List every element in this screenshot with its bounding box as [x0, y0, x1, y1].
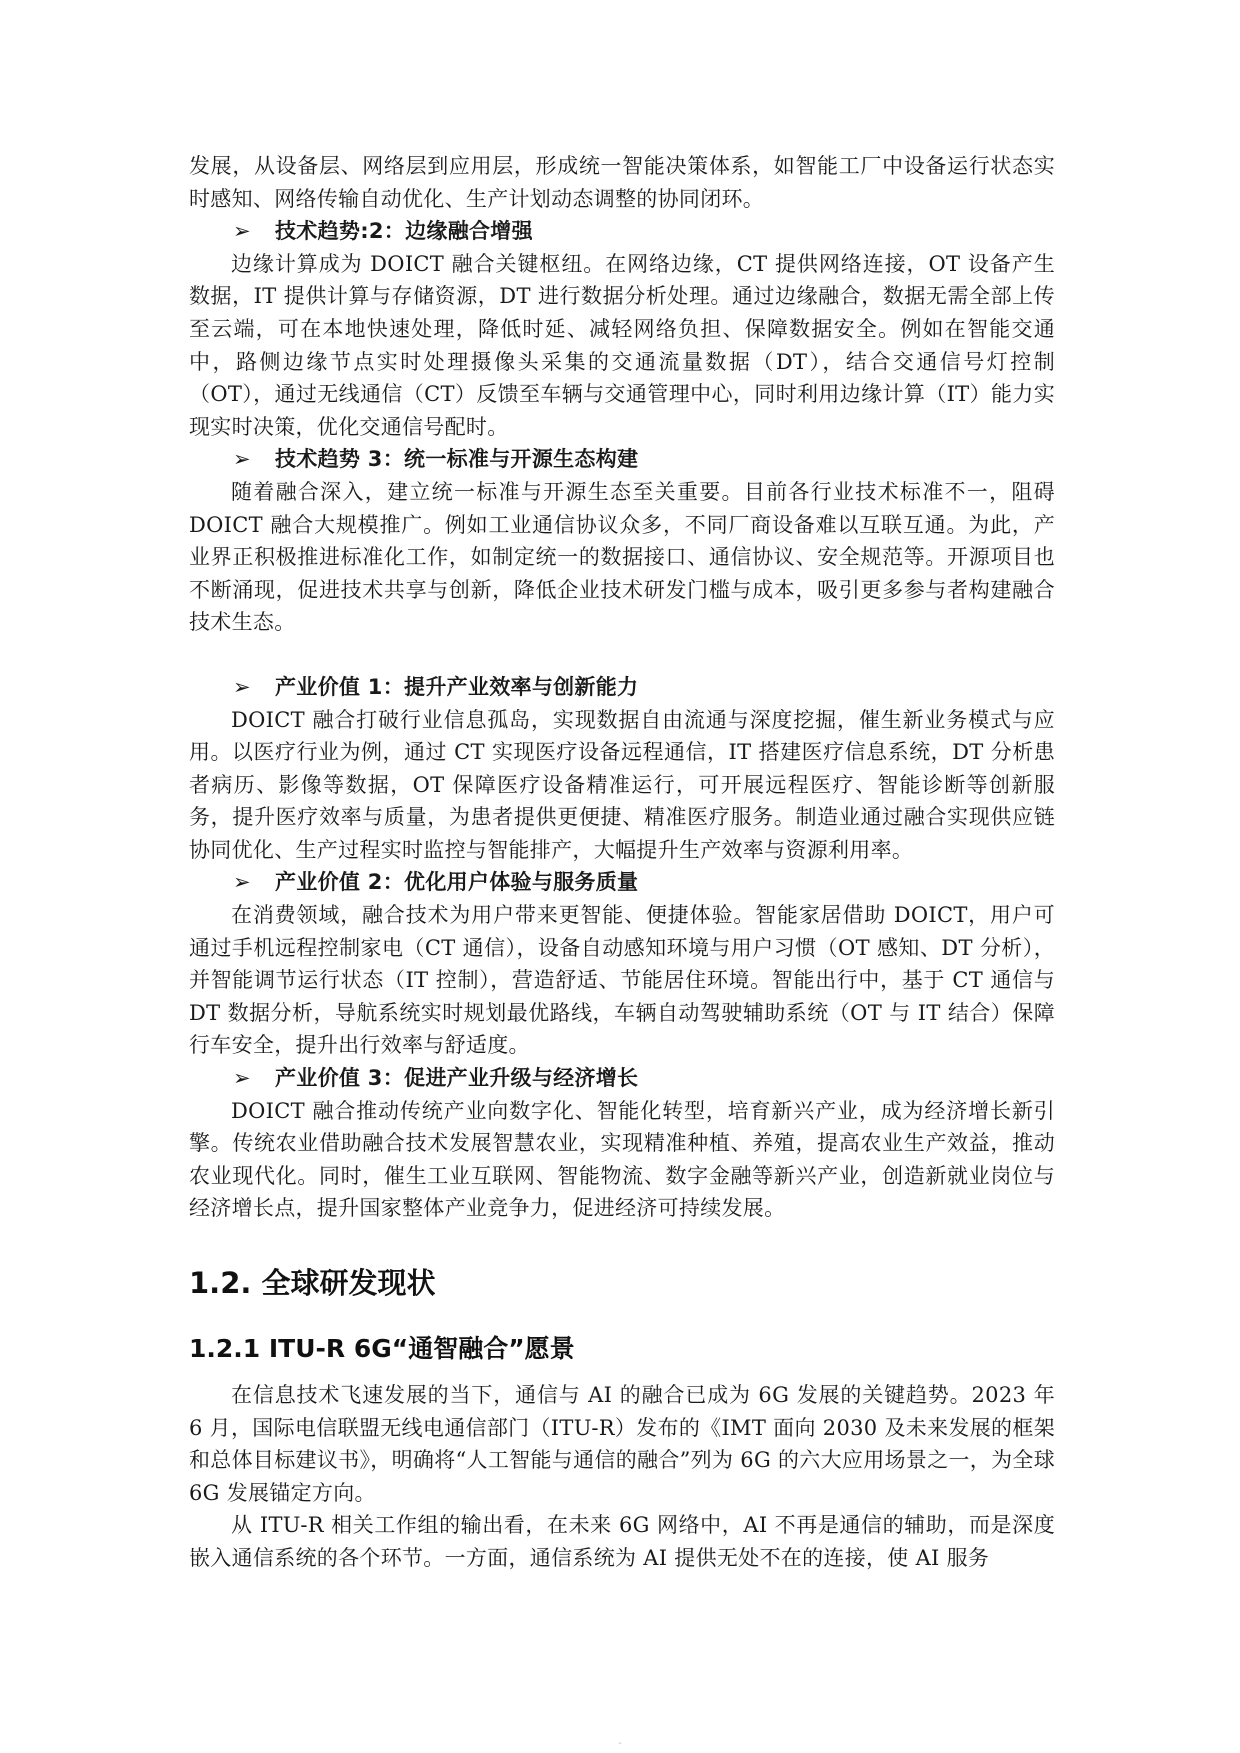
arrow-bullet-icon: ➢ — [233, 219, 251, 244]
bullet-tech-trend-3 — [189, 443, 1055, 476]
bullet-text: 产业价值 1：提升产业效率与创新能力 — [275, 674, 639, 699]
section-heading: 1.2. 全球研发现状 — [189, 1266, 436, 1300]
subsection-heading: 1.2.1 ITU-R 6G“通智融合”愿景 — [189, 1334, 575, 1363]
paragraph-economic-growth: DOICT 融合推动传统产业向数字化、智能化转型，培育新兴产业，成为经济增长新引擎。传统农业借助融合技术发展智慧农业，实现精准种植、养殖，提高农业生产效益，推动农业现代化。同时，催生工业互联网、智能物流、数字金融等新兴产业，创造新就业岗位与经济增长点，提升国家整体产业竞争力，促进经济可持续发展。 — [189, 1098, 1055, 1221]
bullet-tech-trend-2 — [189, 215, 1055, 248]
bullet-text: 技术趋势:2：边缘融合增强 — [275, 219, 533, 244]
arrow-bullet-icon: ➢ — [233, 447, 251, 472]
bullet-text: 技术趋势 3：统一标准与开源生态构建 — [275, 447, 639, 472]
page-number-mark: - — [618, 1738, 622, 1749]
bullet-industry-value-3 — [189, 1062, 1055, 1095]
paragraph-efficiency: DOICT 融合打破行业信息孤岛，实现数据自由流通与深度挖掘，催生新业务模式与应用。以医疗行业为例，通过 CT 实现医疗设备远程通信，IT 搭建医疗信息系统，DT 分析患者病历、影像等数据，OT 保障医疗设备精准运行，可开展远程医疗、智能诊断等创新服务，提升医疗效率与质量，为患者提供更便捷、精准医疗服务。制造业通过融合实现供应链协同优化、生产过程实时监控与智能排产，大幅提升生产效率与资源利用率。 — [189, 707, 1055, 862]
paragraph-user-experience: 在消费领域，融合技术为用户带来更智能、便捷体验。智能家居借助 DOICT，用户可通过手机远程控制家电（CT 通信），设备自动感知环境与用户习惯（OT 感知、DT 分析），并智能调节运行状态（IT 控制），营造舒适、节能居住环境。智能出行中，基于 CT 通信与 DT 数据分析，导航系统实时规划最优路线，车辆自动驾驶辅助系统（OT 与 IT 结合）保障行车安全，提升出行效率与舒适度。 — [189, 903, 1055, 1058]
arrow-bullet-icon: ➢ — [233, 870, 251, 895]
paragraph-standards: 随着融合深入，建立统一标准与开源生态至关重要。目前各行业技术标准不一，阻碍 DOICT 融合大规模推广。例如工业通信协议众多，不同厂商设备难以互联互通。为此，产业界正积极推进标准化工作，如制定统一的数据接口、通信协议、安全规范等。开源项目也不断涌现，促进技术共享与创新，降低企业技术研发门槛与成本，吸引更多参与者构建融合技术生态。 — [189, 479, 1055, 635]
bullet-text: 产业价值 2：优化用户体验与服务质量 — [275, 870, 639, 895]
bullet-industry-value-2 — [189, 866, 1055, 899]
document-page — [189, 150, 1055, 1575]
bullet-text: 产业价值 3：促进产业升级与经济增长 — [275, 1066, 639, 1091]
arrow-bullet-icon: ➢ — [233, 674, 251, 699]
paragraph-itu-output: 从 ITU-R 相关工作组的输出看，在未来 6G 网络中，AI 不再是通信的辅助，而是深度嵌入通信系统的各个环节。一方面，通信系统为 AI 提供无处不在的连接，使 AI 服务 — [189, 1513, 1055, 1570]
bullet-industry-value-1 — [189, 671, 1055, 704]
spacer — [189, 639, 1055, 671]
paragraph-continuation: 发展，从设备层、网络层到应用层，形成统一智能决策体系，如智能工厂中设备运行状态实时感知、网络传输自动优化、生产计划动态调整的协同闭环。 — [189, 154, 1055, 211]
paragraph-edge-fusion: 边缘计算成为 DOICT 融合关键枢纽。在网络边缘，CT 提供网络连接，OT 设备产生数据，IT 提供计算与存储资源，DT 进行数据分析处理。通过边缘融合，数据无需全部上传至云端，可在本地快速处理，降低时延、减轻网络负担、保障数据安全。例如在智能交通中，路侧边缘节点实时处理摄像头采集的交通流量数据（DT），结合交通信号灯控制（OT），通过无线通信（CT）反馈至车辆与交通管理中心，同时利用边缘计算（IT）能力实现实时决策，优化交通信号配时。 — [189, 251, 1055, 439]
paragraph-itu-vision: 在信息技术飞速发展的当下，通信与 AI 的融合已成为 6G 发展的关键趋势。2023 年 6 月，国际电信联盟无线电通信部门（ITU-R）发布的《IMT 面向 2030 及未来发展的框架和总体目标建议书》，明确将“人工智能与通信的融合”列为 6G 的六大应用场景之一，为全球 6G 发展锚定方向。 — [189, 1383, 1055, 1505]
arrow-bullet-icon: ➢ — [233, 1066, 251, 1091]
